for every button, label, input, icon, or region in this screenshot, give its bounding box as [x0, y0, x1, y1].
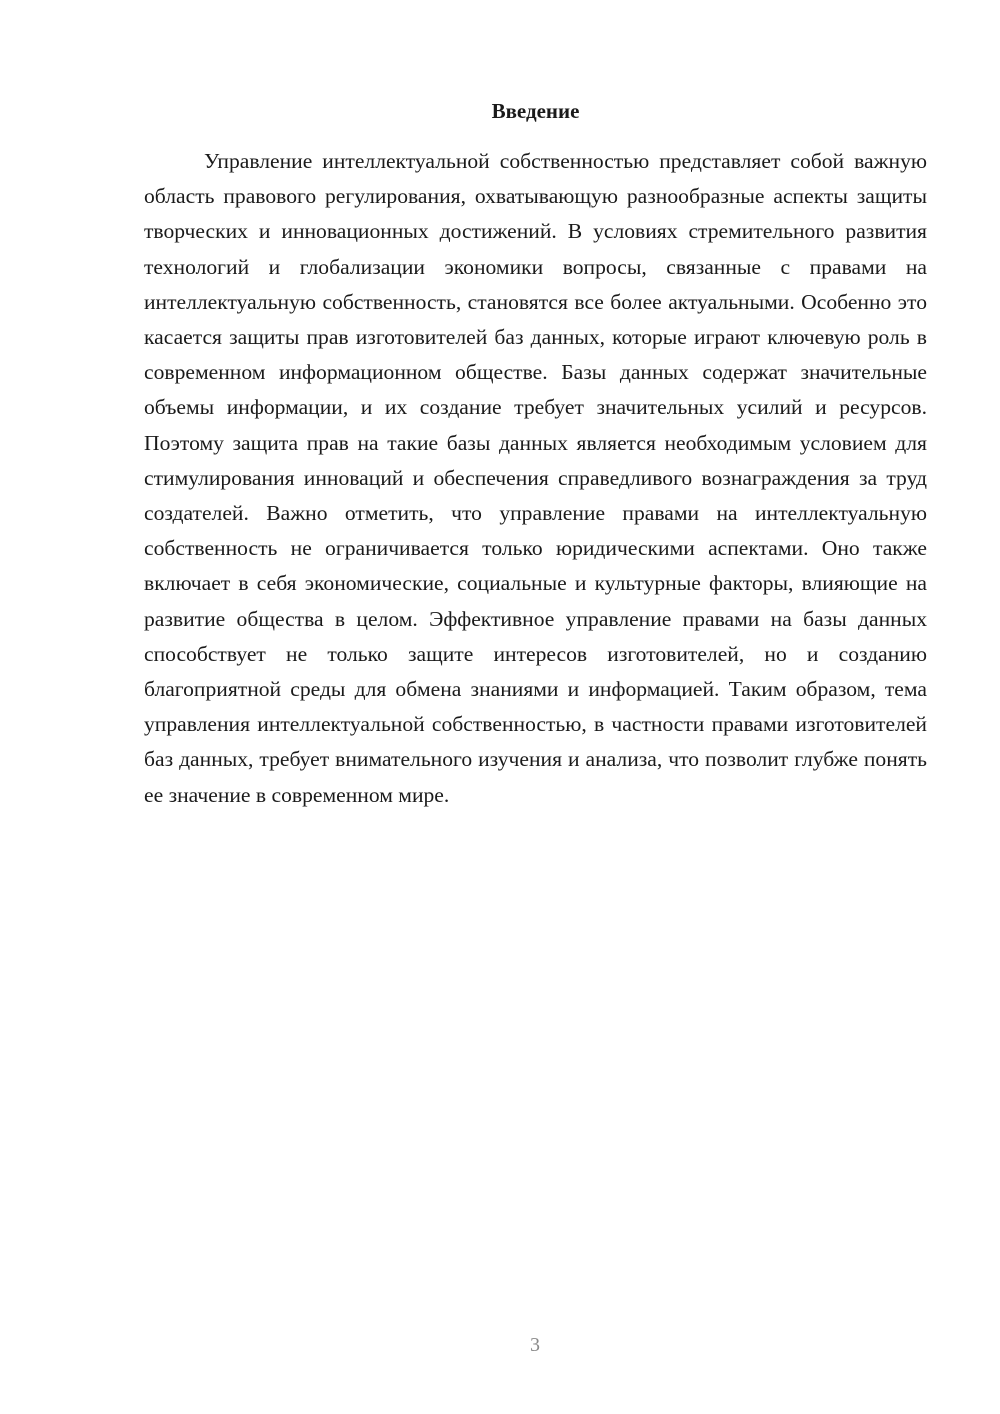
- body-paragraph: Управление интеллектуальной собственностью представляет собой важную область правового регулирования, охватывающую разнообразные аспекты защиты творческих и инновационных достижений. В условиях стремительного развития технологий и глобализации экономики вопросы, связанные с правами на интеллектуальную собственность, становятся все более актуальными. Особенно это касается защиты прав изготовителей баз данных, которые играют ключевую роль в современном информационном обществе. Базы данных содержат значительные объемы информации, и их создание требует значительных усилий и ресурсов. Поэтому защита прав на такие базы данных является необходимым условием для стимулирования инноваций и обеспечения справедливого вознаграждения за труд создателей. Важно отметить, что управление правами на интеллектуальную собственность не ограничивается только юридическими аспектами. Оно также включает в себя экономические, социальные и культурные факторы, влияющие на развитие общества в целом. Эффективное управление правами на базы данных способствует не только защите интересов изготовителей, но и созданию благоприятной среды для обмена знаниями и информацией. Таким образом, тема управления интеллектуальной собственностью, в частности правами изготовителей баз данных, требует внимательного изучения и анализа, что позволит глубже понять ее значение в современном мире.: [144, 149, 927, 807]
- section-heading: Введение: [491, 99, 580, 123]
- page-number: 3: [530, 1334, 540, 1356]
